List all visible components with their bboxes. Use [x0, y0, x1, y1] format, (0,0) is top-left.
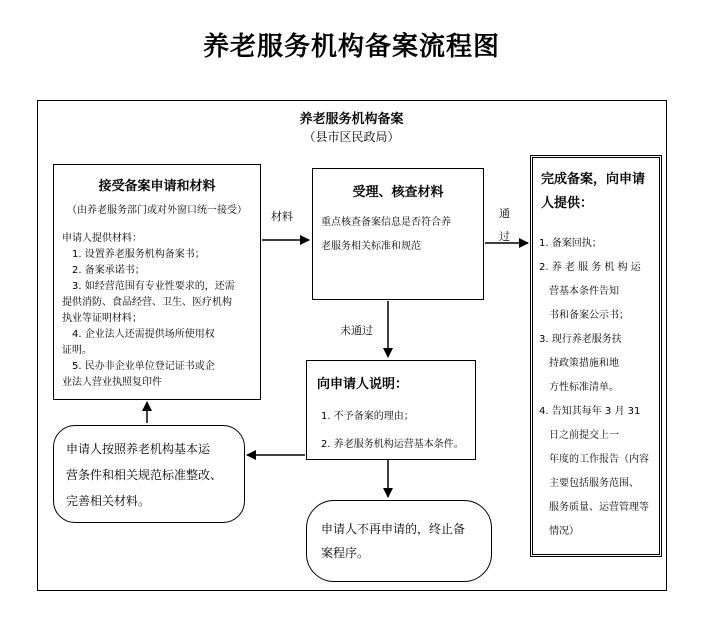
- list-item: 1. 备案回执；: [539, 238, 602, 249]
- list-item: 3. 如经营范围有专业性要求的，还需: [72, 281, 235, 292]
- box-accept-note: （由养老服务部门或对外窗口统一接受）: [67, 205, 247, 216]
- list-item: 证明。: [62, 345, 92, 356]
- box-terminate: [306, 500, 492, 582]
- box-rectify-line: 申请人按照养老机构基本运: [66, 442, 211, 456]
- list-item: 3. 现行养老服务扶: [539, 334, 622, 345]
- box-complete-title: [541, 168, 661, 216]
- list-item: 执业等证明材料；: [62, 313, 142, 324]
- box-review-line: 老服务相关标准和规范: [321, 241, 421, 252]
- box-explain-title: 向申请人说明：: [317, 377, 409, 392]
- list-item: 书和备案公示书；: [549, 310, 629, 321]
- box-terminate-line: 申请人不再申请的，终止备: [321, 522, 466, 536]
- list-item: 情况）: [549, 526, 579, 537]
- list-item: 业法人营业执照复印件: [62, 377, 162, 388]
- list-item: 主要包括服务范围、: [549, 478, 639, 489]
- list-item: 方性标准清单。: [549, 382, 619, 393]
- box-complete-title-line: 人提供：: [541, 196, 594, 211]
- box-accept: [53, 164, 261, 400]
- box-review: [312, 168, 484, 300]
- box-complete: [530, 155, 662, 557]
- list-item: 服务质量、运营管理等: [549, 502, 649, 513]
- label-materials: 材料: [271, 210, 293, 223]
- list-item: 1. 不予备案的理由；: [321, 411, 414, 422]
- box-rectify-line: 营条件和相关规范标准整改、: [66, 468, 223, 482]
- box-explain: [306, 360, 476, 460]
- page-title: 养老服务机构备案流程图: [202, 32, 500, 62]
- box-review-line: 重点核查备案信息是否符合养: [321, 217, 451, 228]
- box-explain-list: [321, 403, 473, 459]
- box-review-title: 受理、核查材料: [352, 185, 444, 200]
- list-item: 2. 养 老 服 务 机 构 运: [539, 262, 641, 273]
- box-complete-title-line: 完成备案，向申请: [541, 172, 646, 187]
- list-item: 申请人提供材料：: [62, 233, 142, 244]
- list-item: 4. 企业法人还需提供场所使用权: [72, 329, 215, 340]
- list-item: 提供消防、食品经营、卫生、医疗机构: [62, 297, 232, 308]
- list-item: 5. 民办非企业单位登记证书或企: [72, 361, 215, 372]
- list-item: 营基本条件告知: [549, 286, 619, 297]
- list-item: 持政策措施和地: [549, 358, 619, 369]
- list-item: 日之前提交上一: [549, 430, 619, 441]
- list-item: 1. 设置养老服务机构备案书；: [72, 249, 205, 260]
- list-item: 2. 养老服务机构运营基本条件。: [321, 439, 464, 450]
- label-fail: 未通过: [340, 324, 373, 337]
- label-pass-2: 过: [499, 230, 510, 243]
- box-rectify: [53, 425, 245, 523]
- box-accept-list: [62, 231, 256, 391]
- box-rectify-body: [66, 436, 242, 514]
- list-item: 2. 备案承诺书；: [72, 265, 145, 276]
- box-complete-list: [539, 232, 661, 544]
- list-item: 4. 告知其每年 3 月 31: [539, 406, 641, 417]
- box-accept-title: 接受备案申请和材料: [98, 179, 216, 194]
- box-terminate-body: [321, 517, 487, 565]
- box-review-body: [321, 211, 481, 259]
- box-terminate-line: 案程序。: [321, 546, 370, 560]
- label-pass-1: 通: [499, 207, 510, 220]
- list-item: 年度的工作报告（内容: [549, 454, 649, 465]
- frame-title: 养老服务机构备案: [299, 112, 404, 127]
- box-rectify-line: 完善相关材料。: [66, 494, 151, 508]
- frame-subtitle: （县市区民政局）: [303, 130, 400, 144]
